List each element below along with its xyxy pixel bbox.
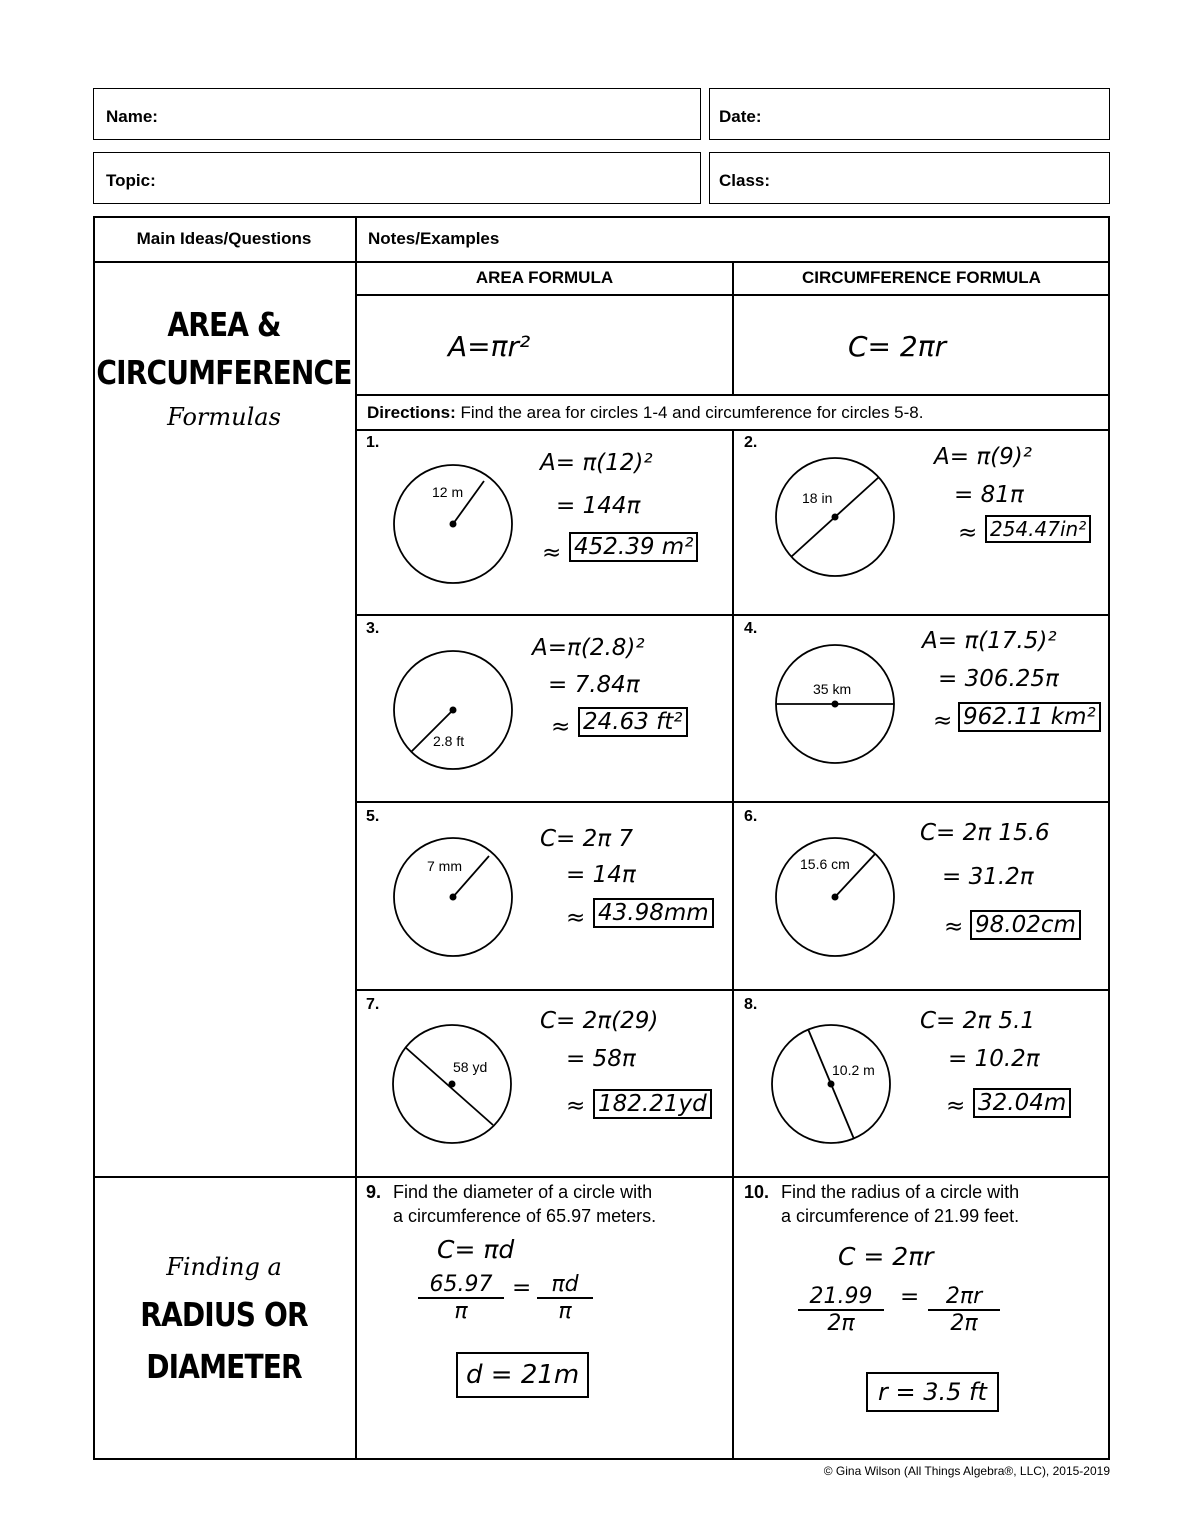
q10-number: 10. — [744, 1182, 770, 1202]
circ-formula: C= 2πr — [848, 330, 947, 363]
approx-symbol: ≈ — [958, 520, 978, 546]
copyright: © Gina Wilson (All Things Algebra®, LLC), 2015-2019 — [823, 1464, 1110, 1478]
section2-title-line2: DIAMETER — [146, 1347, 302, 1386]
divider — [357, 614, 1110, 616]
q9-step1: C= πd — [437, 1235, 515, 1264]
divider — [357, 394, 1110, 396]
approx-symbol: ≈ — [566, 1093, 586, 1119]
circle-diagram — [392, 649, 514, 771]
q9-number: 9. — [366, 1182, 382, 1202]
q9-fraction-left — [418, 1272, 504, 1324]
q10-step1: C = 2πr — [838, 1242, 934, 1271]
work-line1: A= π(12)² — [540, 450, 653, 476]
work-line1: C= 2π 15.6 — [920, 820, 1050, 846]
q10-fraction-left — [798, 1284, 884, 1336]
divider — [357, 801, 1110, 803]
q9-answer-box: d = 21m — [456, 1352, 589, 1398]
problem-number: 5. — [366, 808, 380, 825]
work-line1: A=π(2.8)² — [532, 635, 645, 661]
work-line2: = 7.84π — [548, 672, 640, 698]
divider — [93, 1176, 1110, 1178]
q10-text-line2: a circumference of 21.99 feet. — [781, 1206, 1020, 1226]
directions — [367, 403, 923, 423]
problem-number: 1. — [366, 434, 380, 451]
section-title-line1: AREA & — [167, 305, 281, 344]
class-field[interactable] — [709, 152, 1110, 204]
col-header-main-ideas: Main Ideas/Questions — [136, 229, 312, 248]
area-formula: A=πr² — [448, 330, 531, 363]
approx-symbol: ≈ — [946, 1093, 966, 1119]
divider — [355, 216, 357, 1460]
approx-symbol: ≈ — [542, 540, 562, 566]
work-line1: C= 2π 7 — [540, 826, 634, 852]
approx-symbol: ≈ — [944, 914, 964, 940]
date-label: Date: — [719, 107, 762, 126]
divider — [357, 989, 1110, 991]
problem-number: 3. — [366, 620, 380, 637]
q9-frac-right-top: πd — [537, 1272, 593, 1299]
name-label: Name: — [106, 107, 158, 126]
q10-frac-right-bot: 2π — [950, 1311, 978, 1336]
date-field[interactable] — [709, 88, 1110, 140]
q9-text-line2: a circumference of 65.97 meters. — [393, 1206, 657, 1226]
q9-equals: = — [512, 1275, 532, 1301]
circle-diagram — [392, 836, 514, 958]
circle-label: 18 in — [802, 490, 833, 506]
circle-diagram — [392, 463, 514, 585]
q9-frac-right-bot: π — [558, 1299, 572, 1324]
circle-label: 7 mm — [427, 858, 462, 874]
directions-text: Find the area for circles 1-4 and circumference for circles 5-8. — [455, 403, 924, 422]
circle-label: 35 km — [813, 681, 852, 697]
q10-text-line1: Find the radius of a circle with — [781, 1182, 1020, 1202]
circle-label: 58 yd — [453, 1059, 488, 1075]
divider — [93, 261, 1110, 263]
answer-box: 254.47in² — [985, 515, 1091, 543]
work-line1: C= 2π(29) — [540, 1008, 659, 1034]
topic-field[interactable] — [93, 152, 701, 204]
circ-formula-header: CIRCUMFERENCE FORMULA — [802, 268, 1041, 287]
work-line2: = 31.2π — [942, 864, 1034, 890]
work-line2: = 81π — [954, 482, 1024, 508]
work-line1: A= π(9)² — [934, 444, 1032, 470]
q10-fraction-right — [928, 1284, 1000, 1336]
q10-equals: = — [900, 1284, 920, 1310]
answer-box: 962.11 km² — [958, 702, 1101, 732]
work-line1: A= π(17.5)² — [922, 628, 1057, 654]
circle-diagram — [774, 456, 896, 578]
work-line2: = 306.25π — [938, 666, 1059, 692]
q10-answer-box: r = 3.5 ft — [866, 1372, 999, 1412]
circle-diagram — [774, 836, 896, 958]
approx-symbol: ≈ — [566, 905, 586, 931]
circle-diagram — [391, 1023, 513, 1145]
work-line2: = 58π — [566, 1046, 636, 1072]
answer-box: 43.98mm — [593, 898, 714, 928]
circle-label: 12 m — [432, 484, 464, 500]
circle-diagram — [770, 1023, 892, 1145]
work-line2: = 144π — [556, 493, 641, 519]
circle-label: 15.6 cm — [800, 856, 850, 872]
section-subtitle: Formulas — [167, 403, 281, 431]
q10-frac-right-top: 2πr — [928, 1284, 1000, 1311]
section2-script: Finding a — [166, 1253, 282, 1281]
answer-box: 182.21yd — [593, 1089, 712, 1119]
area-formula-header: AREA FORMULA — [475, 268, 614, 287]
q9-frac-left-top: 65.97 — [418, 1272, 504, 1299]
problem-number: 2. — [744, 434, 758, 451]
problem-number: 6. — [744, 808, 758, 825]
q9-text-line1: Find the diameter of a circle with — [393, 1182, 653, 1202]
approx-symbol: ≈ — [551, 714, 571, 740]
section2-title-line1: RADIUS OR — [140, 1295, 308, 1334]
answer-box: 98.02cm — [970, 910, 1081, 940]
work-line2: = 10.2π — [948, 1046, 1040, 1072]
circle-label: 2.8 ft — [433, 733, 465, 749]
answer-box: 452.39 m² — [569, 532, 698, 562]
divider — [357, 294, 1110, 296]
work-line1: C= 2π 5.1 — [920, 1008, 1036, 1034]
q9-fraction-right — [537, 1272, 593, 1324]
circle-label: 10.2 m — [832, 1062, 875, 1078]
work-line2: = 14π — [566, 862, 636, 888]
problem-number: 4. — [744, 620, 758, 637]
problem-number: 8. — [744, 996, 758, 1013]
section-title-line2: CIRCUMFERENCE — [96, 353, 352, 392]
class-label: Class: — [719, 171, 771, 190]
answer-box: 32.04m — [973, 1088, 1071, 1118]
divider — [732, 429, 734, 1460]
topic-label: Topic: — [106, 171, 156, 190]
q9-frac-left-bot: π — [454, 1299, 468, 1324]
q10-frac-left-top: 21.99 — [798, 1284, 884, 1311]
q10-frac-left-bot: 2π — [827, 1311, 855, 1336]
divider — [357, 429, 1110, 431]
problem-number: 7. — [366, 996, 380, 1013]
directions-label: Directions: — [367, 403, 456, 422]
col-header-notes: Notes/Examples — [368, 229, 500, 248]
circle-diagram — [774, 643, 896, 765]
approx-symbol: ≈ — [933, 708, 953, 734]
answer-box: 24.63 ft² — [578, 707, 688, 737]
name-field[interactable] — [93, 88, 701, 140]
